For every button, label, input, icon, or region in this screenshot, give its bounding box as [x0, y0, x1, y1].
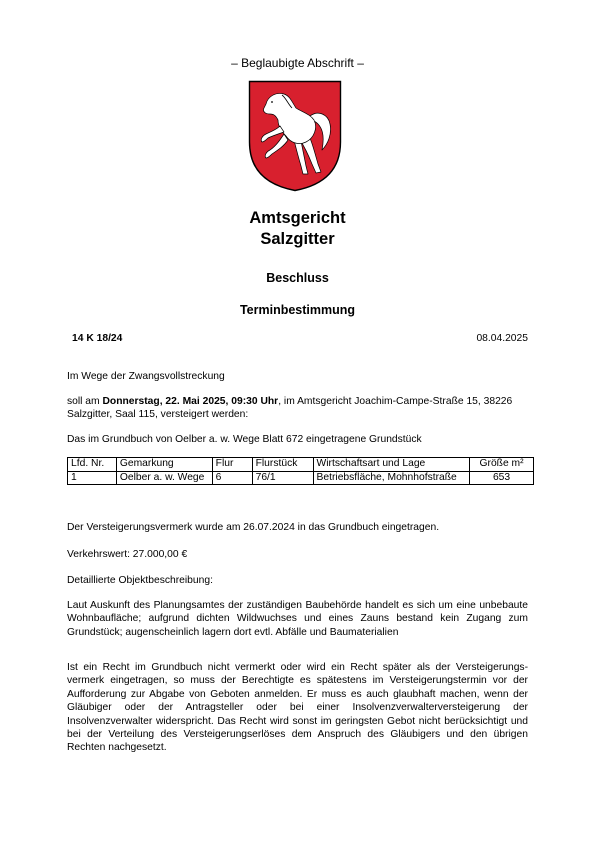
auction-text — [67, 395, 528, 422]
court-name-line1: Amtsgericht — [249, 209, 346, 227]
header-groesse: Größe m² — [470, 458, 534, 472]
auction-date-time: Donnerstag, 22. Mai 2025, 09:30 Uhr — [102, 396, 279, 407]
auction-suffix: , im Amtsgericht Joachim-Campe-Straße 15, 38226 Salzgitter, Saal 115, versteigert werden: — [67, 396, 513, 421]
decision-type: Beschluss — [266, 271, 329, 285]
header-lfd-nr: Lfd. Nr. — [68, 458, 117, 472]
cell-groesse: 653 — [470, 471, 534, 485]
cell-flur: 6 — [212, 471, 252, 485]
description-heading: Detaillierte Objektbeschreibung: — [67, 575, 213, 586]
market-value: Verkehrswert: 27.000,00 € — [67, 549, 188, 560]
registration-note: Der Versteigerungsvermerk wurde am 26.07.2024 in das Grundbuch eingetragen. — [67, 522, 440, 533]
cell-flurstueck: 76/1 — [252, 471, 313, 485]
auction-prefix: soll am — [67, 396, 103, 407]
header-flurstueck: Flurstück — [252, 458, 313, 472]
cell-lfd-nr: 1 — [68, 471, 117, 485]
header-flur: Flur — [212, 458, 252, 472]
table-row — [68, 471, 534, 485]
cell-gemarkung: Oelber a. w. Wege — [116, 471, 212, 485]
decision-subject: Terminbestimmung — [239, 303, 356, 317]
plot-table — [67, 457, 534, 485]
header-gemarkung: Gemarkung — [116, 458, 212, 472]
document-header: – Beglaubigte Abschrift – — [231, 56, 364, 70]
court-name-line2: Salzgitter — [260, 230, 335, 248]
coat-of-arms-icon — [248, 80, 342, 192]
legal-notice: Ist ein Recht im Grundbuch nicht vermerkt oder wird ein Recht später als der Versteigerungs-vermerk eingetragen, so muss der Berechtigte es spätestens im Versteigerungstermin vor der Aufforderung zur Abgabe von Geboten anmelden. Er muss es auch glaubhaft machen, wenn der Gläubiger oder der Antragsteller oder bei einer Insolvenzverwalterversteigerung der Insolvenzverwalter widerspricht. Das Recht wird sonst im geringsten Gebot nicht berücksichtigt und bei der Verteilung des Versteigerungserlöses dem Anspruch des Gläubigers und den übrigen Rechten nachgesetzt. — [67, 662, 528, 754]
case-date: 08.04.2025 — [476, 333, 528, 344]
header-wirtschaftsart: Wirtschaftsart und Lage — [313, 458, 470, 472]
intro-text: Im Wege der Zwangsvollstreckung — [67, 371, 225, 382]
table-header-row — [68, 458, 534, 472]
case-number: 14 K 18/24 — [72, 333, 123, 344]
register-text: Das im Grundbuch von Oelber a. w. Wege Blatt 672 eingetragene Grundstück — [67, 434, 422, 445]
court-name — [0, 208, 595, 250]
cell-wirtschaftsart: Betriebsfläche, Mohnhofstraße — [313, 471, 470, 485]
description-text: Laut Auskunft des Planungsamtes der zuständigen Baubehörde handelt es sich um eine unbebaute Wohnbaufläche; aufgrund dichten Wildwuchses und eines Zauns bestand kein Zugang zum Grundstück; augenscheinlich lagern dort evtl. Abfälle und Baumaterialien — [67, 600, 528, 638]
